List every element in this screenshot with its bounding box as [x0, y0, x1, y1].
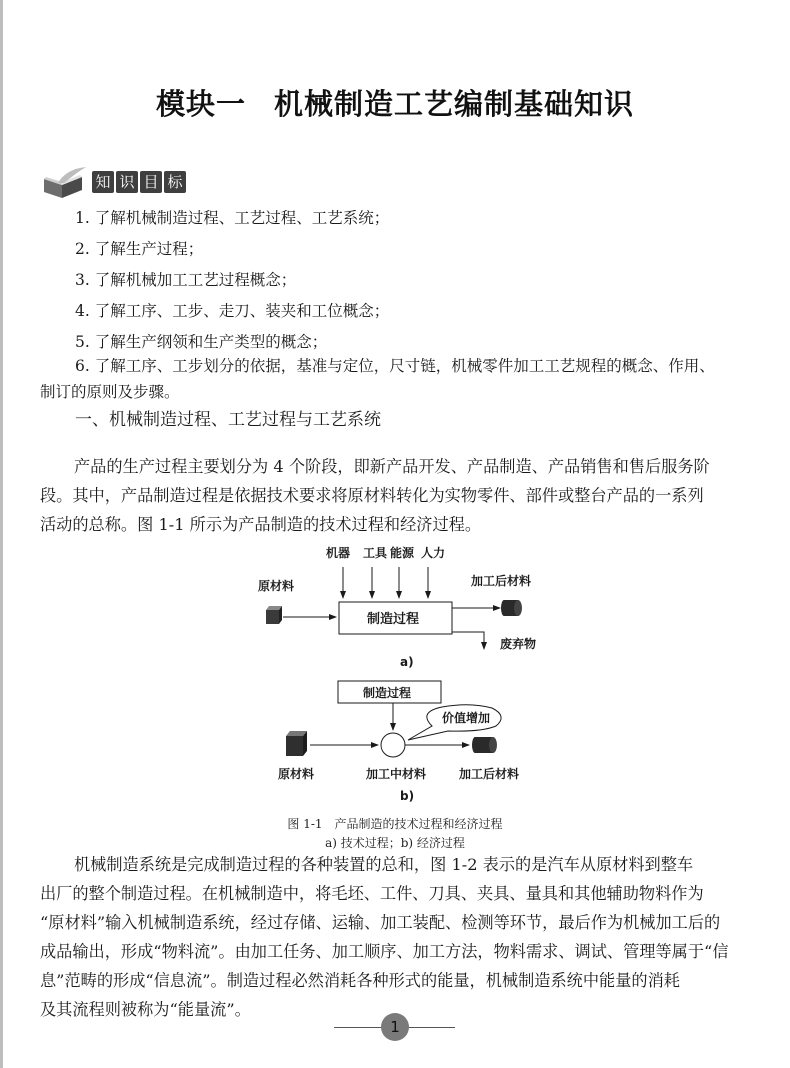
paragraph-line: “原材料”输入机械制造系统，经过存储、运输、加工装配、检测等环节，最后作为机械加工后的 — [40, 913, 721, 932]
output-label: 加工后材料 — [471, 574, 532, 588]
input-label: 人力 — [421, 546, 446, 560]
in-process-circle — [381, 733, 405, 757]
objective-item: 3. 了解机械加工工艺过程概念； — [75, 271, 297, 289]
paragraph-system — [40, 850, 758, 1024]
goal-char: 知 — [92, 171, 114, 193]
output-cylinder-icon-b — [472, 737, 497, 753]
goal-char: 识 — [116, 171, 138, 193]
paragraph-line: 段。其中，产品制造过程是依据技术要求将原材料转化为实物零件、部件或整台产品的一系列 — [40, 486, 704, 505]
paragraph-line: 成品输出，形成“物料流”。由加工任务、加工顺序、加工方法，物料需求、调试、管理等属于“信 — [40, 942, 729, 961]
raw-material-label: 原材料 — [258, 579, 295, 593]
paragraph-line: 活动的总称。图 1-1 所示为产品制造的技术过程和经济过程。 — [40, 515, 482, 534]
waste-arrow — [452, 632, 484, 649]
process-label: 制造过程 — [367, 612, 420, 627]
paragraph-line: 机械制造系统是完成制造过程的各种装置的总和，图 1-2 表示的是汽车从原材料到整车 — [74, 855, 694, 874]
input-label: 工具 — [363, 546, 388, 560]
objective-continuation: 制订的原则及步骤。 — [40, 383, 180, 401]
page-number-rule-right — [407, 1027, 455, 1028]
output-label-b: 加工后材料 — [459, 767, 520, 781]
module-title-part2: 机械制造工艺编制基础知识 — [274, 87, 635, 121]
section-heading: 一、机械制造过程、工艺过程与工艺系统 — [75, 410, 381, 430]
paragraph-line: 产品的生产过程主要划分为 4 个阶段，即新产品开发、产品制造、产品销售和售后服务阶 — [74, 457, 710, 476]
page-number: 1 — [381, 1013, 409, 1041]
objective-item: 5. 了解生产纲领和生产类型的概念； — [75, 333, 328, 351]
module-title-part1: 模块一 — [155, 87, 246, 121]
process-label-b: 制造过程 — [363, 686, 412, 700]
page-number-rule-left — [334, 1027, 384, 1028]
paragraph-line: 及其流程则被称为“能量流”。 — [40, 1000, 251, 1019]
objective-item: 4. 了解工序、工步、走刀、装夹和工位概念； — [75, 302, 390, 320]
objective-item: 2. 了解生产过程； — [75, 240, 204, 258]
goal-char: 标 — [164, 171, 186, 193]
paragraph-line: 出厂的整个制造过程。在机械制造中，将毛坯、工件、刀具、夹具、量具和其他辅助物料作为 — [40, 884, 704, 903]
in-process-label: 加工中材料 — [366, 767, 427, 781]
objective-item: 1. 了解机械制造过程、工艺过程、工艺系统； — [75, 209, 390, 227]
figure-caption: 图 1-1 产品制造的技术过程和经济过程 — [287, 817, 503, 831]
figure-subcaption: a) 技术过程；b) 经济过程 — [325, 836, 465, 850]
raw-material-label-b: 原材料 — [278, 767, 315, 781]
figure-b-label: b) — [400, 789, 415, 803]
objective-item: 6. 了解工序、工步划分的依据，基准与定位，尺寸链，机械零件加工工艺规程的概念、作用、 — [75, 357, 715, 375]
goal-char: 目 — [140, 171, 162, 193]
paragraph-line: 息”范畴的形成“信息流”。制造过程必然消耗各种形式的能量，机械制造系统中能量的消耗 — [40, 971, 680, 990]
value-added-label: 价值增加 — [442, 711, 491, 725]
output-cylinder-icon — [501, 600, 522, 616]
raw-material-cube-icon — [266, 606, 282, 624]
raw-material-cube-icon-b — [286, 731, 307, 756]
waste-label: 废弃物 — [500, 637, 537, 651]
input-label: 能源 — [390, 546, 415, 560]
figure-a-label: a) — [400, 655, 414, 669]
input-label: 机器 — [326, 546, 351, 560]
